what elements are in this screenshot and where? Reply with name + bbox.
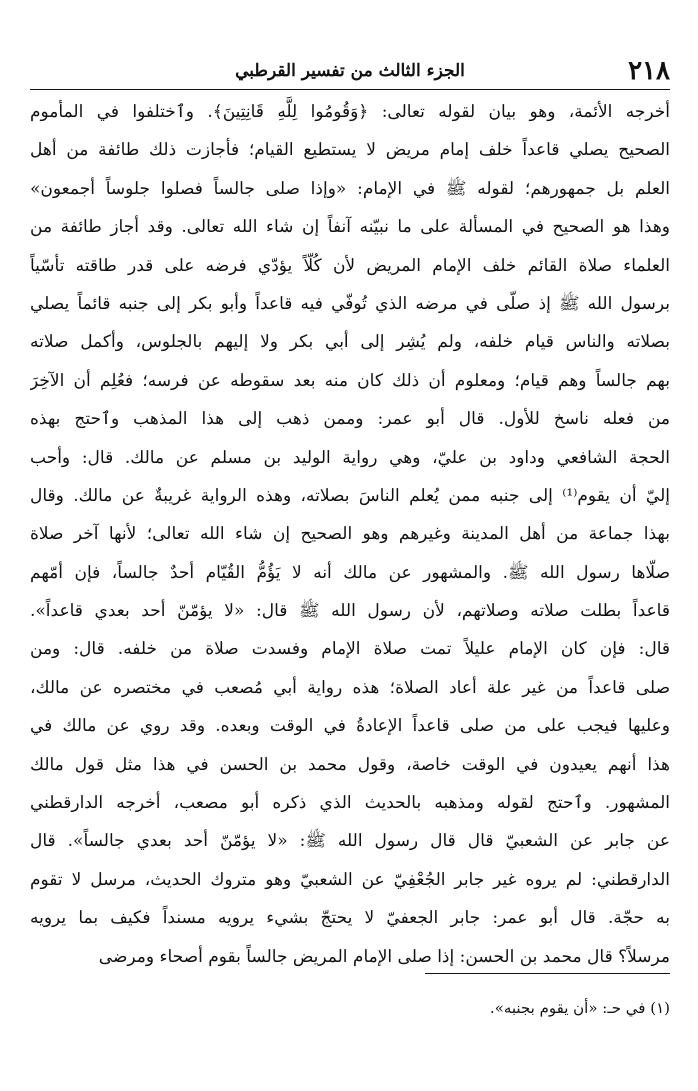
text-line: بهذا جماعة من أهل المدينة وغيرهم وهو الصحيح إن شاء الله تعالى؛ لأنها آخر صلاة: [30, 524, 670, 545]
text-line: وهذا هو الصحيح في المسألة على ما نبيّنه آنفاً إن شاء الله تعالى. وقد أجاز طائفة من: [30, 217, 670, 238]
text-line: الصحيح يصلي قاعداً خلف إمام مريض لا يستطيع القيام؛ فأجازت ذلك طائفة من أهل: [30, 140, 670, 161]
text-line: وعليها فيجب على من صلى قاعداً الإعادةُ في الوقت وبعده. وقد روي عن مالك في: [30, 716, 670, 737]
text-line: الدارقطني: لم يروه غير جابر الجُعْفِيّ عن الشعبيّ وهو متروك الحديث، مرسل لا تقوم: [30, 869, 670, 890]
main-text: [30, 93, 670, 976]
running-title: الجزء الثالث من تفسير القرطبي: [235, 61, 465, 81]
header-rule: [30, 89, 670, 90]
text-line: عن جابر عن الشعبيّ قال قال رسول الله ﷺ: «لا يؤمّنّ أحد بعدي جالساً». قال: [30, 831, 670, 852]
text-line: من فعله ناسخ للأول. قال أبو عمر: وممن ذهب إلى هذا المذهب وٱحتج بهذه: [30, 409, 670, 430]
text-line: برسول الله ﷺ إذ صلّى في مرضه الذي تُوفّي فيه قاعداً وأبو بكر إلى جنبه قائماً يصلي: [30, 293, 670, 314]
text-line: قال: فإن كان الإمام عليلاً تمت صلاة الإمام وفسدت صلاة من خلفه. قال: ومن: [30, 639, 670, 660]
text-line: العلماء صلاة القائم خلف الإمام المريض لأن كُلّاً يؤدّي فرضه على قدر طاقته تأسّياً: [30, 255, 670, 276]
text-line: أخرجه الأئمة، وهو بيان لقوله تعالى: ﴿وَقُومُوا لِلَّهِ قَانِتِينَ﴾. وٱختلفوا في المأموم: [30, 102, 670, 122]
text-line: المشهور. وٱحتج لقوله ومذهبه بالحديث الذي ذكره أبو مصعب، أخرجه الدارقطني: [30, 793, 670, 814]
text-line: بهم جالساً وهم قيام؛ ومعلوم أن ذلك كان منه بعد سقوطه عن فرسه؛ فعُلِم أن الآخِرَ: [30, 370, 670, 391]
page-header: [30, 52, 670, 92]
text-line: صلّاها رسول الله ﷺ. والمشهور عن مالك أنه لا يَؤُمُّ القُيّام أحدٌ جالساً، فإن أمّهم: [30, 562, 670, 583]
text-line: بصلاته والناس قيام خلفه، ولم يُشِر إلى أبي بكر ولا إليهم بالجلوس، وأكمل صلاته: [30, 332, 670, 353]
text-line: قاعداً بطلت صلاته وصلاتهم، لأن رسول الله ﷺ قال: «لا يؤمّنّ أحد بعدي قاعداً».: [30, 601, 670, 622]
text-line: إليّ أن يقوم⁽¹⁾ إلى جنبه ممن يُعلم الناسَ بصلاته، وهذه الرواية غريبةٌ عن مالك. وقال: [30, 485, 670, 506]
text-line: مرسلاً؟ قال محمد بن الحسن: إذا صلى الإمام المريض جالساً بقوم أصحاء ومرضى: [98, 946, 670, 967]
text-line: به حجّة. قال أبو عمر: جابر الجعفيّ لا يحتجّ بشيء يرويه مسنداً فكيف بما يرويه: [30, 908, 670, 929]
text-line: صلى قاعداً من غير علة أعاد الصلاة؛ هذه رواية أبي مُصعب في مختصره عن مالك،: [30, 677, 670, 698]
text-line: الحجة الشافعي وداود بن عليّ، وهي رواية الوليد بن مسلم عن مالك. قال: وأحب: [30, 447, 670, 468]
footnote-separator: [425, 973, 670, 974]
text-line: العلم بل جمهورهم؛ لقوله ﷺ في الإمام: «وإذا صلى جالساً فصلوا جلوساً أجمعون»: [30, 178, 670, 199]
page-number: ٢١٨: [628, 56, 670, 86]
text-line: هذا أنهم يعيدون في الوقت خاصة، وقول محمد بن الحسن في هذا مثل قول مالك: [30, 754, 670, 775]
footnote: (١) في حـ: «أن يقوم بجنبه».: [489, 999, 670, 1017]
